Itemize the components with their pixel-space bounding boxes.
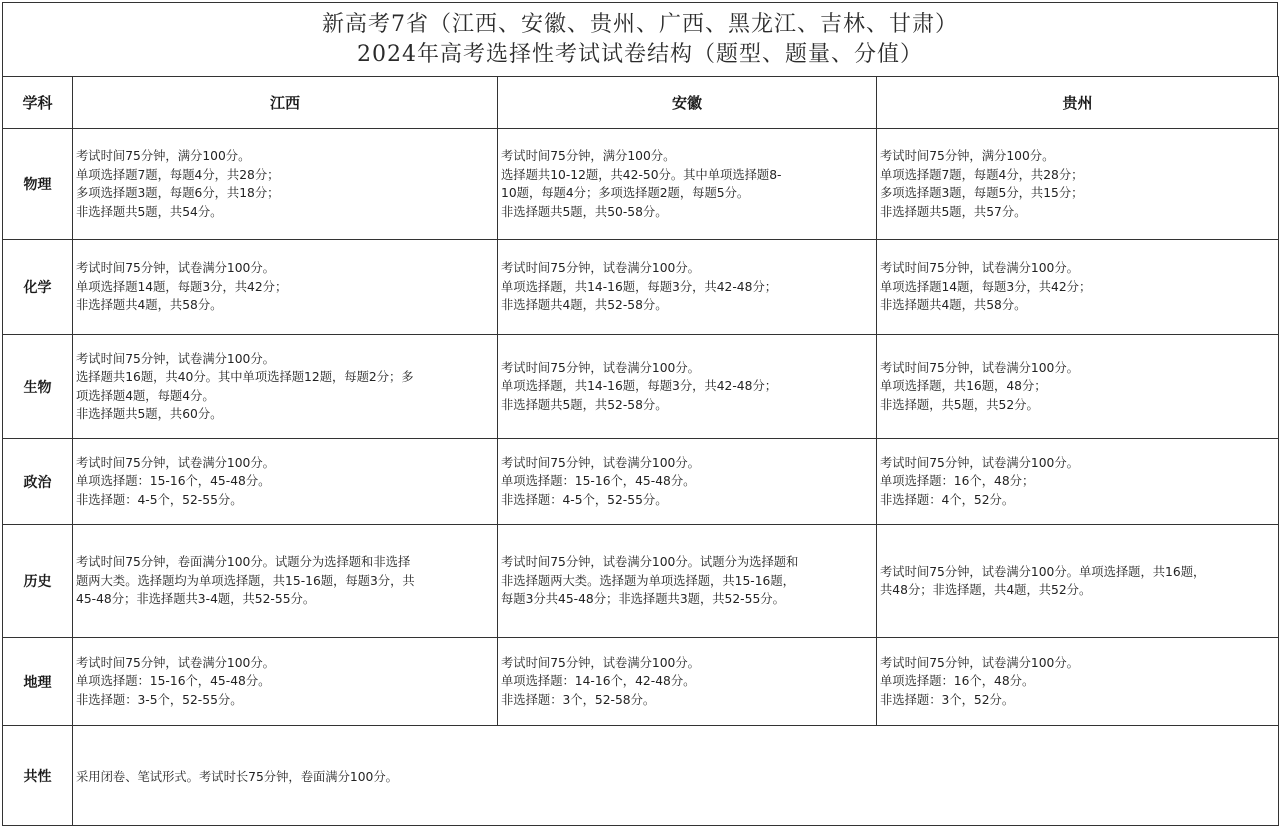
exam-cell-line: 非选择题：3个，52-58分。: [501, 692, 656, 707]
exam-cell-line: 考试时间75分钟，试卷满分100分。: [76, 261, 275, 276]
header-subject: 学科: [3, 77, 73, 129]
exam-cell-anhui: [498, 638, 877, 726]
exam-cell-anhui: [498, 525, 877, 638]
exam-cell-line: 非选择题共5题，共52-58分。: [501, 397, 668, 412]
exam-cell-line: 共48分；非选择题，共4题，共52分。: [880, 583, 1092, 597]
exam-cell-line: 考试时间75分钟，试卷满分100分。: [880, 261, 1079, 276]
subject-label: 历史: [3, 525, 73, 638]
exam-cell-line: 非选择题共5题，共57分。: [880, 204, 1027, 219]
exam-cell-line: 非选择题共5题，共60分。: [76, 407, 223, 421]
exam-cell-line: 考试时间75分钟，试卷满分100分。: [501, 261, 700, 276]
header-row: [3, 77, 1279, 129]
exam-cell-line: 单项选择题14题，每题3分，共42分；: [880, 279, 1092, 294]
exam-cell-line: 非选择题两大类。选择题为单项选择题，共15-16题，: [501, 573, 795, 588]
exam-cell-line: 选择题共16题，共40分。其中单项选择题12题，每题2分；多: [76, 370, 414, 384]
title-line-2: 2024年高考选择性考试试卷结构（题型、题量、分值）: [357, 42, 923, 67]
exam-cell-guizhou: [877, 129, 1279, 240]
exam-cell-line: 多项选择题3题，每题6分，共18分；: [76, 186, 280, 200]
subject-row: [3, 240, 1279, 335]
exam-cell-line: 考试时间75分钟，试卷满分100分。: [501, 455, 700, 470]
common-text: 采用闭卷、笔试形式。考试时长75分钟，卷面满分100分。: [73, 726, 1279, 826]
exam-cell-line: 非选择题：4-5个，52-55分。: [501, 492, 668, 507]
exam-cell-guizhou: [877, 525, 1279, 638]
exam-cell-anhui: [498, 129, 877, 240]
exam-cell-line: 非选择题：4-5个，52-55分。: [76, 492, 243, 507]
subject-label: 政治: [3, 439, 73, 525]
exam-cell-guizhou: [877, 335, 1279, 439]
exam-cell-line: 45-48分；非选择题共3-4题，共52-55分。: [76, 592, 316, 607]
subject-label: 化学: [3, 240, 73, 335]
exam-cell-line: 考试时间75分钟，试卷满分100分。: [76, 455, 275, 470]
exam-cell-line: 非选择题共4题，共52-58分。: [501, 298, 668, 313]
exam-cell-line: 考试时间75分钟，试卷满分100分。: [501, 360, 700, 375]
header-province-guizhou: 贵州: [877, 77, 1279, 129]
exam-cell-jiangxi: [73, 525, 498, 638]
title-block: [2, 2, 1278, 76]
exam-cell-jiangxi: [73, 335, 498, 439]
subject-label: 生物: [3, 335, 73, 439]
exam-cell-line: 非选择题共4题，共58分。: [76, 298, 223, 313]
exam-cell-line: 非选择题：3个，52分。: [880, 692, 1015, 707]
subject-row: [3, 335, 1279, 439]
exam-cell-line: 单项选择题：15-16个，45-48分。: [76, 474, 271, 489]
exam-cell-guizhou: [877, 638, 1279, 726]
exam-cell-line: 题两大类。选择题均为单项选择题，共15-16题，每题3分，共: [76, 573, 415, 588]
common-row: [3, 726, 1279, 826]
exam-cell-line: 非选择题，共5题，共52分。: [880, 397, 1039, 412]
exam-cell-line: 考试时间75分钟，满分100分。: [76, 149, 251, 163]
subject-label: 物理: [3, 129, 73, 240]
exam-cell-line: 考试时间75分钟，满分100分。: [501, 149, 676, 163]
header-province-anhui: 安徽: [498, 77, 877, 129]
exam-cell-jiangxi: [73, 439, 498, 525]
title-line-1: 新高考7省（江西、安徽、贵州、广西、黑龙江、吉林、甘肃）: [322, 12, 958, 37]
exam-structure-table: [2, 76, 1279, 826]
exam-cell-line: 选择题共10-12题，共42-50分。其中单项选择题8-: [501, 167, 782, 182]
exam-cell-line: 考试时间75分钟，试卷满分100分。: [76, 351, 275, 366]
exam-cell-line: 考试时间75分钟，试卷满分100分。试题分为选择题和: [501, 555, 799, 570]
exam-cell-anhui: [498, 335, 877, 439]
exam-cell-line: 项选择题4题，每题4分。: [76, 388, 215, 403]
subject-row: [3, 129, 1279, 240]
exam-cell-line: 单项选择题7题，每题4分，共28分；: [76, 167, 280, 182]
exam-cell-line: 考试时间75分钟，满分100分。: [880, 149, 1055, 163]
exam-cell-line: 考试时间75分钟，试卷满分100分。: [76, 655, 275, 670]
exam-cell-line: 考试时间75分钟，试卷满分100分。: [880, 655, 1079, 670]
exam-cell-anhui: [498, 439, 877, 525]
exam-cell-line: 单项选择题：16个，48分；: [880, 474, 1035, 489]
subject-label: 地理: [3, 638, 73, 726]
exam-cell-line: 单项选择题：16个，48分。: [880, 674, 1035, 689]
exam-cell-line: 单项选择题：15-16个，45-48分。: [76, 674, 271, 689]
exam-cell-jiangxi: [73, 638, 498, 726]
exam-cell-line: 单项选择题：14-16个，42-48分。: [501, 674, 696, 689]
exam-cell-line: 考试时间75分钟，试卷满分100分。: [501, 655, 700, 670]
exam-cell-jiangxi: [73, 129, 498, 240]
exam-cell-line: 单项选择题：15-16个，45-48分。: [501, 474, 696, 489]
header-province-jiangxi: 江西: [73, 77, 498, 129]
exam-cell-anhui: [498, 240, 877, 335]
exam-cell-line: 多项选择题3题，每题5分，共15分；: [880, 186, 1084, 200]
exam-cell-line: 考试时间75分钟，试卷满分100分。: [880, 360, 1079, 375]
exam-cell-line: 单项选择题，共14-16题，每题3分，共42-48分；: [501, 279, 778, 294]
exam-cell-line: 单项选择题，共16题，48分；: [880, 379, 1047, 394]
exam-cell-line: 考试时间75分钟，试卷满分100分。: [880, 455, 1079, 470]
subject-row: [3, 525, 1279, 638]
exam-cell-line: 单项选择题14题，每题3分，共42分；: [76, 279, 288, 294]
common-label: 共性: [3, 726, 73, 826]
subject-row: [3, 439, 1279, 525]
exam-cell-line: 非选择题：3-5个，52-55分。: [76, 692, 243, 707]
exam-cell-guizhou: [877, 439, 1279, 525]
exam-cell-line: 非选择题共5题，共54分。: [76, 204, 223, 219]
exam-cell-line: 单项选择题，共14-16题，每题3分，共42-48分；: [501, 379, 778, 394]
exam-cell-line: 10题，每题4分；多项选择题2题，每题5分。: [501, 186, 750, 200]
exam-cell-guizhou: [877, 240, 1279, 335]
exam-cell-line: 非选择题共5题，共50-58分。: [501, 204, 668, 219]
subject-row: [3, 638, 1279, 726]
exam-cell-line: 非选择题：4个，52分。: [880, 492, 1015, 507]
exam-cell-line: 考试时间75分钟，试卷满分100分。单项选择题，共16题，: [880, 564, 1206, 579]
exam-cell-line: 考试时间75分钟，卷面满分100分。试题分为选择题和非选择: [76, 555, 411, 570]
exam-cell-jiangxi: [73, 240, 498, 335]
exam-cell-line: 每题3分共45-48分；非选择题共3题，共52-55分。: [501, 592, 785, 607]
exam-cell-line: 非选择题共4题，共58分。: [880, 298, 1027, 313]
exam-cell-line: 单项选择题7题，每题4分，共28分；: [880, 167, 1084, 182]
